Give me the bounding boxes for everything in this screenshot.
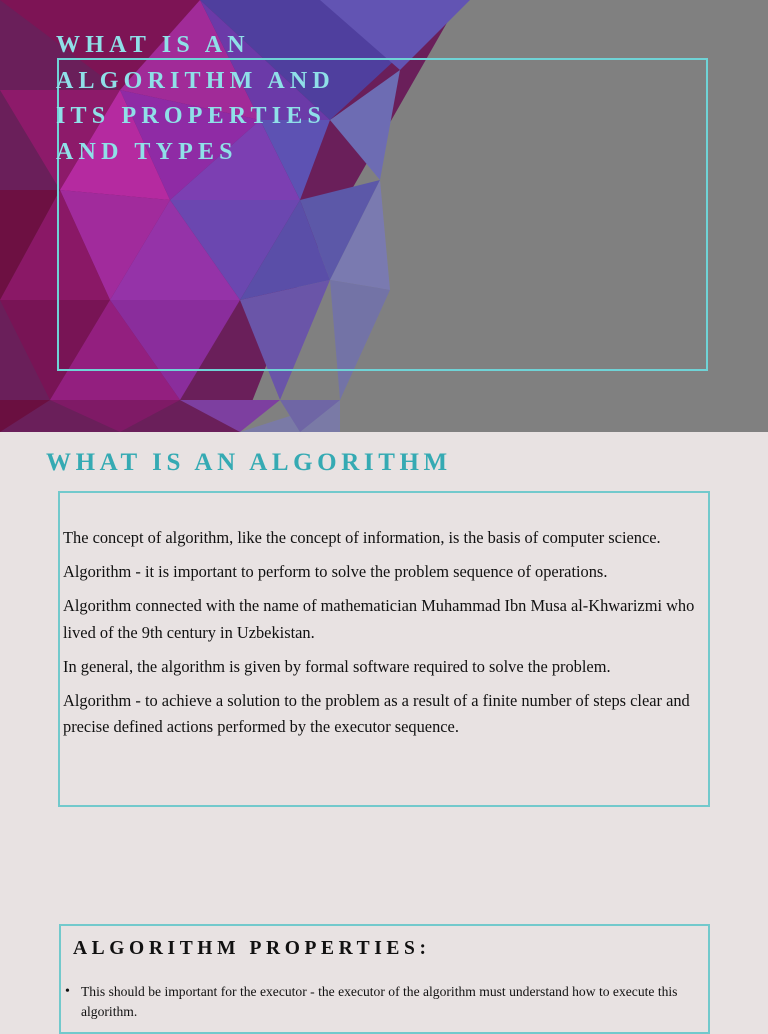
slide2-title: WHAT IS AN ALGORITHM [46, 449, 452, 476]
content-slide [0, 432, 768, 1024]
definition-text [63, 525, 703, 748]
title-slide [0, 0, 768, 432]
properties-box [59, 924, 710, 1034]
properties-list [65, 982, 705, 1022]
list-item [65, 982, 705, 1022]
paragraph: Algorithm connected with the name of mathematician Muhammad Ibn Musa al-Khwarizmi who lived of the 9th century in Uzbekistan. [63, 596, 695, 642]
slide1-title: WHAT IS AN ALGORITHM AND ITS PROPERTIES AND TYPES [56, 32, 335, 165]
paragraph: Algorithm - it is important to perform to solve the problem sequence of operations. [63, 562, 608, 581]
paragraph: Algorithm - to achieve a solution to the problem as a result of a finite number of steps clear and precise defined actions performed by the executor sequence. [63, 690, 690, 736]
bullet-icon: • [65, 984, 70, 999]
properties-title: ALGORITHM PROPERTIES: [73, 938, 431, 959]
definition-box [58, 491, 710, 807]
paragraph: The concept of algorithm, like the concept of information, is the basis of computer science. [63, 528, 661, 547]
paragraph: In general, the algorithm is given by formal software required to solve the problem. [63, 656, 611, 676]
list-item-text: This should be important for the executor - the executor of the algorithm must understand how to execute this algorithm. [81, 984, 678, 1019]
